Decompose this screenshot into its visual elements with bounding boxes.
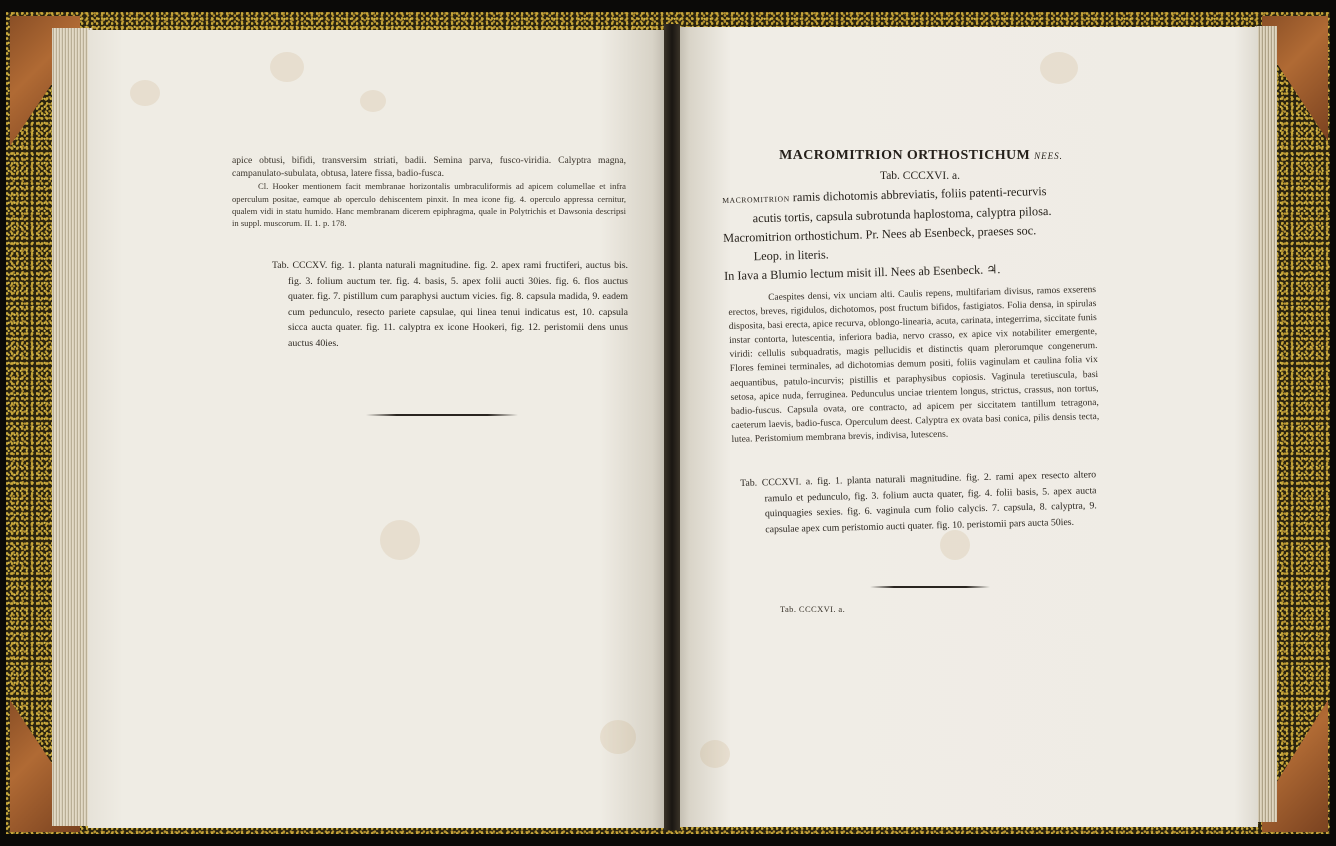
right-plate-explanation: Tab. CCCXVI. a. fig. 1. planta naturali magnitudine. fig. 2. rami apex resecto altero ramulo et pedunculo, fig. 3. folium aucta quater, fig. 4. folii basis, 5. apex aucta quinquagies sexies. fig. 6. vaginula cum folio calycis. 7. capsula, 8. calyptra, 9. capsulae apex cum peristomio aucti quater. fig. 10. peristomii pars aucta 50ies. [740, 469, 1097, 536]
species-name: MACROMITRION ORTHOSTICHUM [779, 148, 1031, 163]
book-gutter [664, 24, 680, 830]
page-footer: Tab. CCCXVI. a. [780, 604, 846, 614]
plate-heading: Tab. CCCXVI. a. [879, 170, 960, 182]
foxing-spot [130, 80, 160, 106]
left-page [88, 30, 670, 828]
section-rule [366, 414, 518, 416]
foxing-spot [270, 52, 304, 82]
page-stack-left [52, 28, 92, 826]
diagnosis-line-1: ramis dichotomis abbreviatis, foliis patenti-recurvis [792, 184, 1047, 205]
locality-line: In Iava a Blumio lectum misit ill. Nees ab Esenbeck. ♃. [723, 262, 1001, 283]
left-plate-explanation: Tab. CCCXV. fig. 1. planta naturali magnitudine. fig. 2. apex rami fructiferi, auctus bis. fig. 3. folium auctum ter. fig. 4. basis, 5. apex folii aucti 30ies. fig. 6. flos auctus quater. fig. 7. pistillum cum paraphysi auctum vicies. fig. 8. capsula madida, 9. eadem cum pedunculo, resecto pariete capsulae, qui linea tenui indicatus est, 10. capsula sicca aucta quater. fig. 11. calyptra ex icone Hookeri, fig. 12. peristomii dens unus auctus 40ies. [272, 260, 628, 349]
section-rule [870, 586, 990, 588]
foxing-spot [700, 740, 730, 768]
species-description: Caespites densi, vix unciam alti. Caulis repens, multifariam divisus, ramos exserens erectos, breves, rigidulos, dichotomos, post fructum bifidos, fastigiatos. Folia densa, in spirulas disposita, basi erecta, apice recurva, oblongo-linearia, acuta, carinata, integerrima, siccitate funis instar contorta, lutescentia, inferiora badia, nervo crasso, ex apice vix notabiliter emergente, viridi: cellulis subquadratis, magis pellucidis et distinctis quam plerorumque congenerum. Flores feminei terminales, ad dichotomias demum positi, foliis vaginulam et caulina folia vix aequantibus, patulo-incurvis; pistillis et paraphysibus copiosis. Vaginula teretiuscula, basi setosa, apice nuda, ferruginea. Pedunculus unciae trientem longus, strictus, crassus, non tortus, badio-fuscus. Capsula ovata, ore contracto, ad apicem per siccitatem tantillum tetragona, caeterum laevis, badio-fusca. Operculum deest. Calyptra ex ovata basi conica, pilis densis tecta, lutea. Peristomium membrana brevis, indivisa, lutescens. [728, 285, 1100, 445]
species-author: NEES. [1034, 151, 1063, 161]
genus-label: MACROMITRION [722, 194, 790, 205]
foxing-spot [940, 530, 970, 560]
species-title [776, 148, 1066, 164]
foxing-spot [380, 520, 420, 560]
synonym-line-2: Leop. in literis. [753, 247, 829, 264]
page-stack-right [1255, 26, 1277, 822]
foxing-spot [600, 720, 636, 754]
foxing-spot [1040, 52, 1078, 84]
species-diagnosis [722, 181, 1102, 286]
left-paragraph-2: Cl. Hooker mentionem facit membranae horizontalis umbraculiformis ad apicem columellae et infra operculum positae, eamque ab operculo dehiscentem pinxit. In mea icone fig. 4. operculo appressa cernitur, qualem vidi in statu humido. Hanc membranam dicerem epiphragma, quale in Polytrichis et Dawsonia descripsi in suppl. muscorum. II. 1. p. 178. [232, 181, 626, 229]
synonym-line: Macromitrion orthostichum. Pr. Nees ab Esenbeck, praeses soc. [723, 223, 1037, 245]
diagnosis-line-2: acutis tortis, capsula subrotunda haplostoma, calyptra pilosa. [752, 203, 1052, 226]
foxing-spot [360, 90, 386, 112]
left-page-text [232, 154, 626, 229]
left-paragraph-1: apice obtusi, bifidi, transversim striati, badii. Semina parva, fusco-viridia. Calyptra magna, campanulato-subulata, obtusa, latere fissa, badio-fusca. [232, 155, 626, 180]
